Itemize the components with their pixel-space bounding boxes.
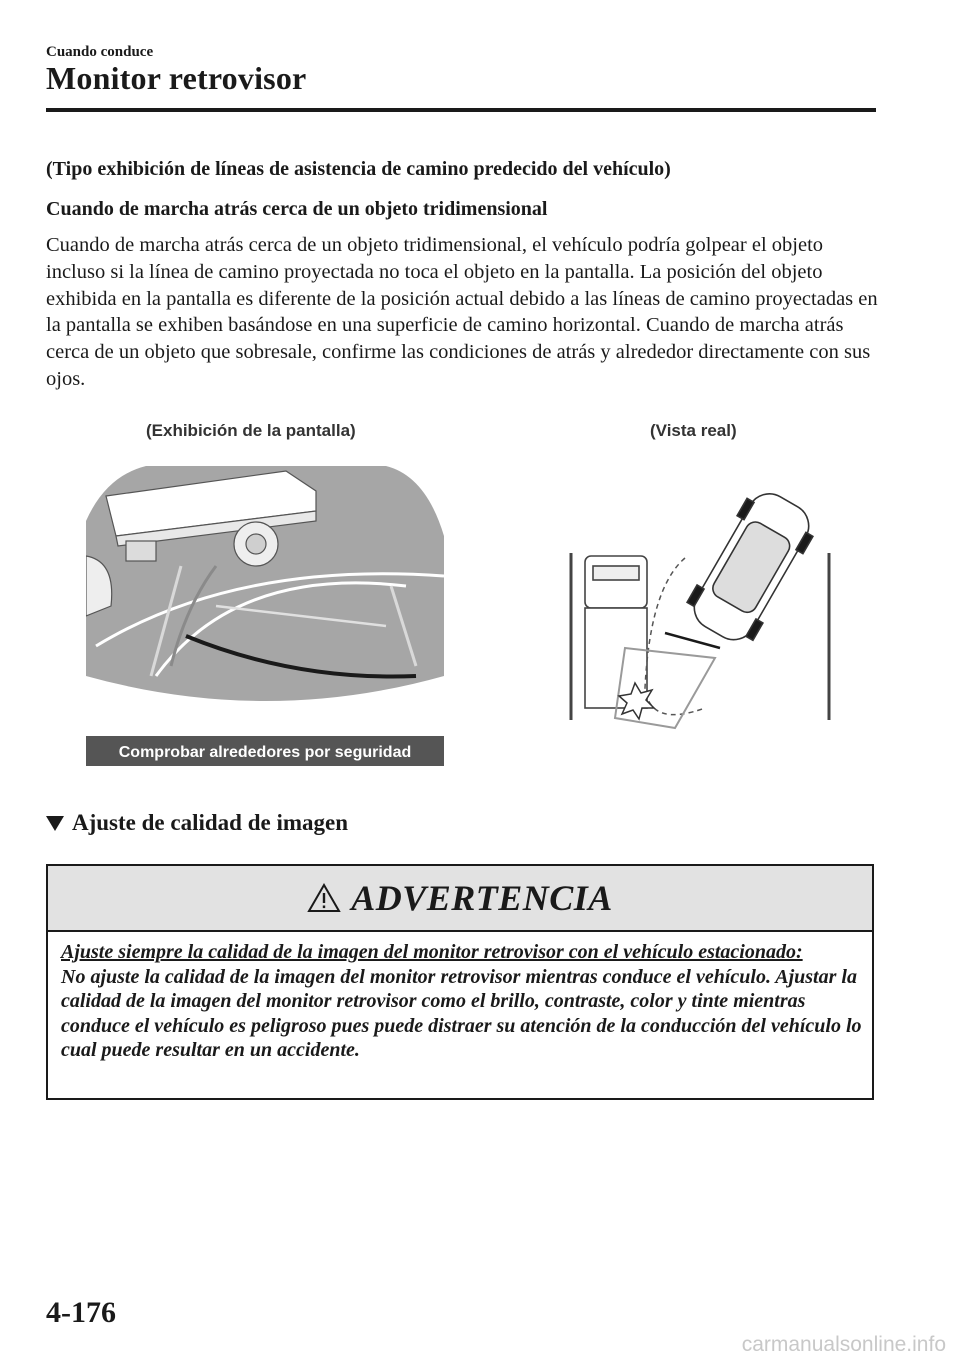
screen-figure-caption: (Exhibición de la pantalla) [146, 421, 356, 440]
body-paragraph: Cuando de marcha atrás cerca de un objeto tridimensional, el vehículo podría golpear el objeto incluso si la línea de camino proyectada no toca el objeto en la pantalla. La posición del objeto exhibida en la pantalla es diferente de la posición actual debido a las líneas de camino proyectadas en la pantalla se exhiben basándose en una superficie de camino horizontal. Cuando de marcha atrás cerca de un objeto que sobresale, confirme las condiciones de atrás y alrededor directamente con sus ojos. [46, 234, 878, 390]
screen-display-illustration [86, 466, 444, 766]
warning-lead: Ajuste siempre la calidad de la imagen del monitor retrovisor con el vehículo estacionado: [61, 941, 803, 963]
page-title: Monitor retrovisor [46, 60, 307, 96]
section-heading-image-quality [46, 810, 348, 836]
guide-line-black [665, 633, 720, 648]
warning-header [48, 866, 872, 932]
page-number: 4-176 [46, 1296, 116, 1329]
title-divider [46, 108, 876, 112]
real-view-figure-caption: (Vista real) [650, 421, 737, 440]
screen-banner-text: Comprobar alrededores por seguridad [118, 744, 412, 761]
warning-body [61, 940, 871, 1063]
section-label: Cuando conduce [46, 44, 154, 60]
subheading-type: (Tipo exhibición de líneas de asistencia de camino predecido del vehículo) [46, 158, 671, 180]
section-heading-text: Ajuste de calidad de imagen [72, 810, 348, 835]
warning-title: ADVERTENCIA [351, 878, 613, 918]
parked-truck [585, 556, 647, 708]
reversing-car [681, 488, 822, 651]
subheading-3d-object: Cuando de marcha atrás cerca de un objeto tridimensional [46, 198, 548, 220]
warning-box [46, 864, 874, 1100]
real-view-illustration [555, 488, 855, 758]
watermark: carmanualsonline.info [741, 1333, 946, 1356]
warning-text: No ajuste la calidad de la imagen del monitor retrovisor mientras conduce el vehículo. Ajustar la calidad de la imagen del monitor retrovisor como el brillo, contraste, color y tinte mientras conduce el vehículo es peligroso pues puede distraer su atención de la conducción del vehículo lo cual puede resultar en un accidente. [61, 965, 862, 1061]
warning-triangle-icon [307, 883, 341, 913]
down-triangle-icon [46, 816, 64, 831]
